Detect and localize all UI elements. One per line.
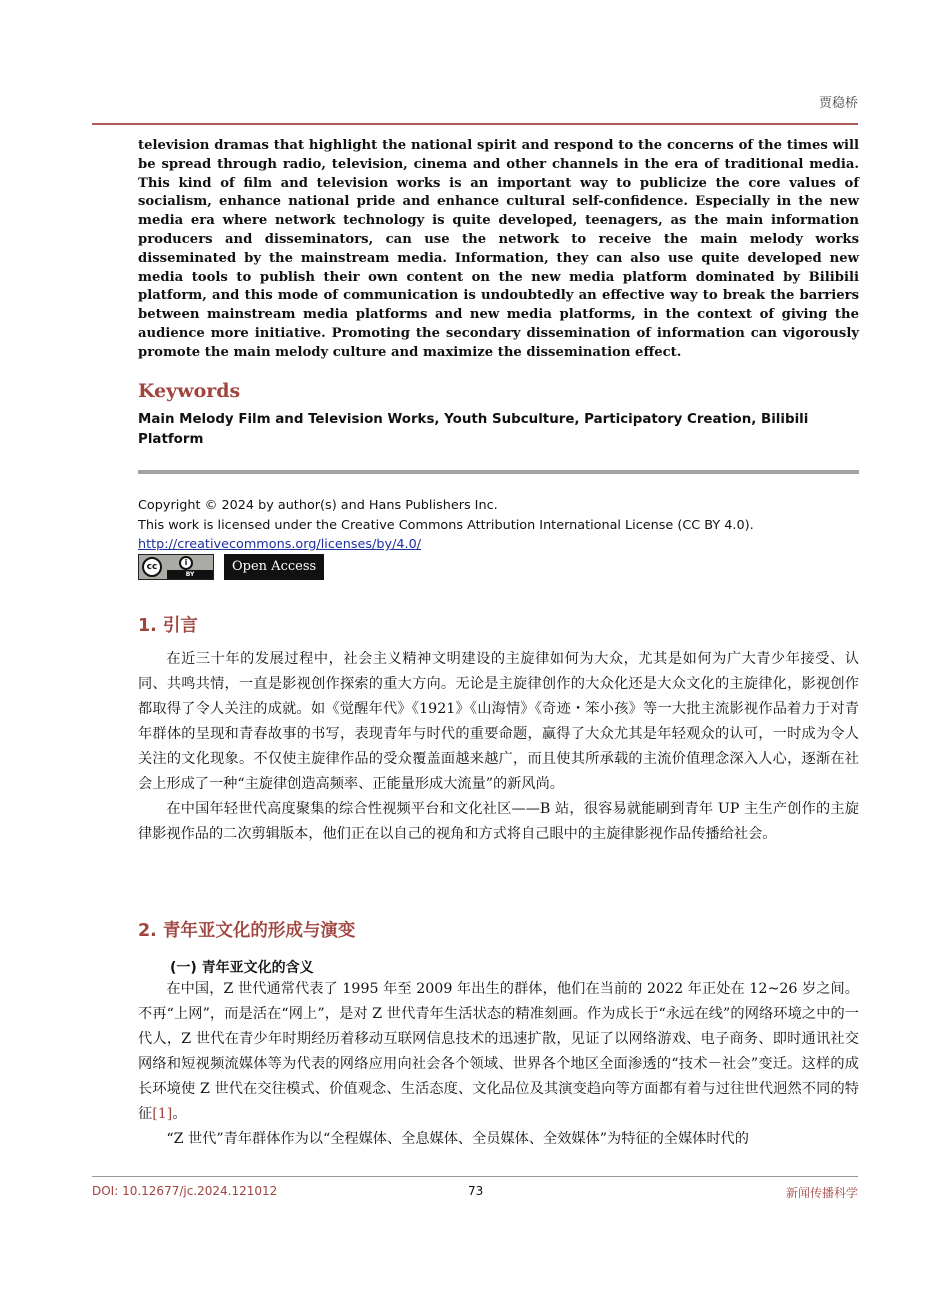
section-divider — [138, 470, 859, 474]
header-rule — [92, 123, 858, 125]
keywords-heading: Keywords — [138, 380, 241, 402]
journal-name: 新闻传播科学 — [785, 1186, 858, 1200]
copyright-block — [138, 496, 754, 555]
paragraph: 在中国年轻世代高度聚集的综合性视频平台和文化社区——B 站，很容易就能刷到青年 UP 主生产创作的主旋律影视作品的二次剪辑版本，他们正在以自己的视角和方式将自己眼中的主旋律影视作品传播给社会。 — [138, 801, 859, 842]
footer-rule — [92, 1176, 858, 1177]
license-line: This work is licensed under the Creative Commons Attribution International License (CC BY 4.0). — [138, 517, 754, 533]
cc-icon: cc — [142, 557, 162, 577]
by-label: BY — [167, 570, 213, 579]
paragraph-end: 。 — [172, 1106, 187, 1122]
paragraph: 在近三十年的发展过程中，社会主义精神文明建设的主旋律如何为大众，尤其是如何为广大青少年接受、认同、共鸣共情，一直是影视创作探索的重大方向。无论是主旋律创作的大众化还是大众文化的主旋律化，影视创作都取得了令人关注的成就。如《觉醒年代》《1921》《山海情》《奇迹・笨小孩》等一大批主流影视作品着力于对青年群体的呈现和青春故事的书写，表现青年与时代的重要命题，赢得了大众尤其是年轻观众的认可，一时成为令人关注的文化现象。不仅使主旋律作品的受众覆盖面越来越广，而且使其所承载的主流价值理念深入人心，逐渐在社会上形成了一种“主旋律创造高频率、正能量形成大流量”的新风尚。 — [138, 651, 859, 792]
section-1-heading: 1. 引言 — [138, 616, 198, 636]
section-2-heading: 2. 青年亚文化的形成与演变 — [138, 921, 356, 941]
paragraph-text: 在中国，Z 世代通常代表了 1995 年至 2009 年出生的群体，他们在当前的 2022 年正处在 12~26 岁之间。不再“上网”，而是活在“网上”，是对 Z 世代青年生活状态的精准刻画。作为成长于“永远在线”的网络环境之中的一代人，Z 世代在青少年时期经历着移动互联网信息技术的迅速扩散，见证了以网络游戏、电子商务、即时通讯社交网络和短视频流媒体等为代表的网络应用向社会各个领域、世界各个地区全面渗透的“技术－社会”变迁。这样的成长环境使 Z 世代在交往模式、价值观念、生活态度、文化品位及其演变趋向等方面都有着与过往世代迥然不同的特征 — [138, 981, 859, 1122]
footer-doi: DOI: 10.12677/jc.2024.121012 — [92, 1184, 278, 1198]
copyright-line: Copyright © 2024 by author(s) and Hans Publishers Inc. — [138, 498, 498, 513]
open-access-badge: Open Access — [224, 554, 324, 580]
section-2-body — [138, 977, 859, 1152]
subsection-heading: (一) 青年亚文化的含义 — [170, 960, 314, 976]
cc-by-badge[interactable] — [138, 554, 214, 580]
citation-link[interactable]: [1] — [152, 1106, 173, 1122]
paragraph — [138, 977, 859, 1127]
attribution-icon: i — [179, 556, 193, 570]
license-badges — [138, 554, 324, 580]
section-1-body — [138, 647, 859, 847]
license-link[interactable]: http://creativecommons.org/licenses/by/4.0/ — [138, 537, 422, 552]
paragraph: “Z 世代”青年群体作为以“全程媒体、全息媒体、全员媒体、全效媒体”为特征的全媒体时代的 — [166, 1131, 749, 1147]
keywords-text: Main Melody Film and Television Works, Youth Subculture, Participatory Creation, Bilibili Platform — [138, 412, 809, 447]
page-number: 73 — [468, 1184, 484, 1198]
running-header-author: 贾稳桥 — [818, 96, 858, 111]
abstract-text: television dramas that highlight the national spirit and respond to the concerns of the times will be spread through radio, television, cinema and other channels in the era of traditional media. This kind of film and television works is an important way to publicize the core values of socialism, enhance national pride and enhance cultural self-confidence. Especially in the new media era where network technology is quite developed, teenagers, as the main information producers and disseminators, can use the network to receive the main melody works disseminated by the mainstream media. Information, they can also use quite developed new media tools to publish their own content on the new media platform dominated by Bilibili platform, and this mode of communication is undoubtedly an effective way to break the barriers between mainstream media platforms and new media platforms, in the context of giving the audience more initiative. Promoting the secondary dissemination of information can vigorously promote the main melody culture and maximize the dissemination effect. — [138, 138, 859, 360]
